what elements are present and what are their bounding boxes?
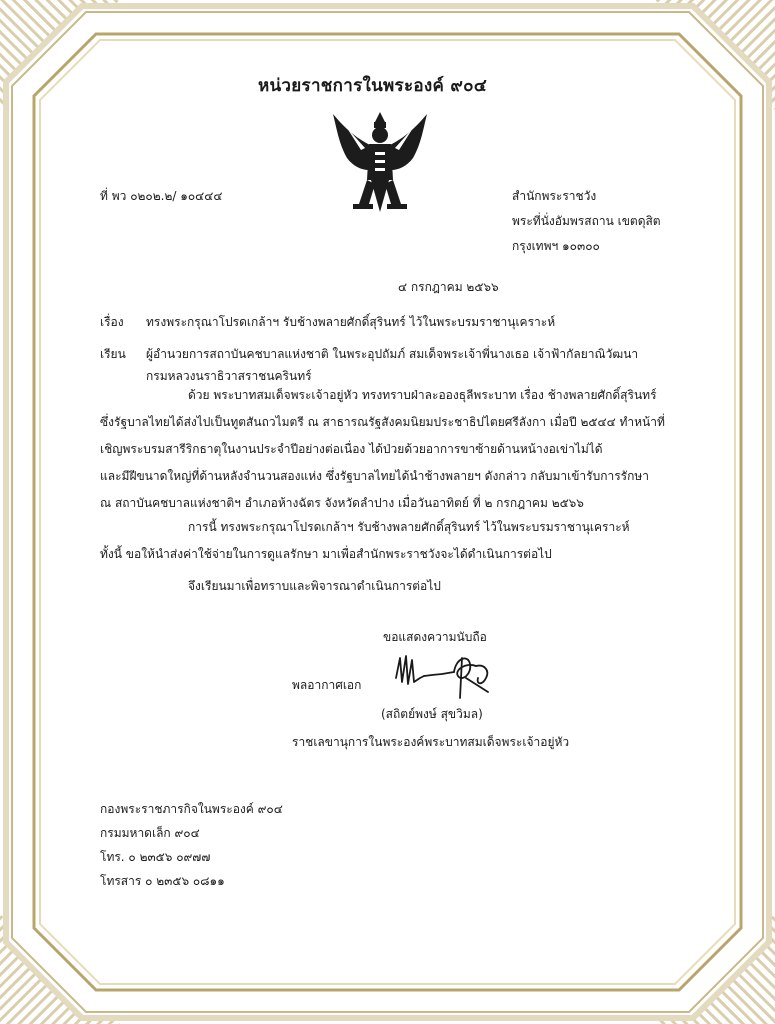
body-line: จึงเรียนมาเพื่อทราบและพิจารณาดำเนินการต่อไป [188,579,441,593]
garuda-emblem-icon [325,108,435,218]
body-line: ด้วย พระบาทสมเด็จพระเจ้าอยู่หัว ทรงทราบฝ่าละอองธุลีพระบาท เรื่อง ช้างพลายศักดิ์สุรินทร์ [188,388,657,402]
sender-address-line-2: พระที่นั่งอัมพรสถาน เขตดุสิต [512,214,661,228]
recipient-line-1: ผู้อำนวยการสถาบันคชบาลแห่งชาติ ในพระอุปถัมภ์ สมเด็จพระเจ้าพี่นางเธอ เจ้าฟ้ากัลยาณิวัฒนา [146,347,639,361]
footer-division: กรมมหาดเล็ก ๙๐๔ [100,826,200,840]
handwritten-signature-icon [392,648,496,700]
body-paragraph-1 [100,382,665,517]
body-line: การนี้ ทรงพระกรุณาโปรดเกล้าฯ รับช้างพลายศักดิ์สุรินทร์ ไว้ในพระบรมราชานุเคราะห์ [188,520,630,534]
letterhead-title: หน่วยราชการในพระองค์ ๙๐๔ [258,76,488,96]
body-line: และมีฝีขนาดใหญ่ที่ด้านหลังจำนวนสองแห่ง ซึ่งรัฐบาลไทยได้นำช้างพลายฯ ดังกล่าว กลับมาเข้ารับการรักษา [100,469,650,483]
recipient-label: เรียน [100,347,126,361]
subject-label: เรื่อง [100,315,124,329]
body-line: เชิญพระบรมสารีริกธาตุในงานประจำปีอย่างต่อเนื่อง ได้ป่วยด้วยอาการขาซ้ายด้านหน้างอเข่าไม่ได้ [100,442,603,456]
reference-number: ที่ พว ๐๒๐๒.๒/ ๑๐๔๔๔ [100,189,223,203]
closing-salutation: ขอแสดงความนับถือ [383,630,487,644]
signatory-position: ราชเลขานุการในพระองค์พระบาทสมเด็จพระเจ้าอยู่หัว [292,735,570,749]
footer-fax: โทรสาร ๐ ๒๓๕๖ ๐๘๑๑ [100,874,225,888]
body-line: ณ สถาบันคชบาลแห่งชาติฯ อำเภอห้างฉัตร จังหวัดลำปาง เมื่อวันอาทิตย์ ที่ ๒ กรกฎาคม ๒๕๖๖ [100,496,584,510]
body-paragraph-2 [100,514,630,568]
footer-phone: โทร. ๐ ๒๓๕๖ ๐๙๗๗ [100,850,211,864]
letter-date: ๔ กรกฎาคม ๒๕๖๖ [398,280,499,294]
body-line: ซึ่งรัฐบาลไทยได้ส่งไปเป็นทูตสันถวไมตรี ณ สาธารณรัฐสังคมนิยมประชาธิปไตยศรีลังกา เมื่อปี ๒๕๔๔ ทำหน้าที่ [100,415,665,429]
body-paragraph-3 [188,573,441,600]
recipient-line-2: กรมหลวงนราธิวาสราชนครินทร์ [146,369,312,383]
signatory-name: (สถิตย์พงษ์ สุขวิมล) [381,707,483,721]
footer-department: กองพระราชภารกิจในพระองค์ ๙๐๔ [100,802,283,816]
signatory-rank: พลอากาศเอก [292,678,362,692]
sender-address-line-3: กรุงเทพฯ ๑๐๓๐๐ [512,239,600,253]
subject-text: ทรงพระกรุณาโปรดเกล้าฯ รับช้างพลายศักดิ์สุรินทร์ ไว้ในพระบรมราชานุเคราะห์ [146,315,556,329]
sender-address-line-1: สำนักพระราชวัง [512,189,597,203]
body-line: ทั้งนี้ ขอให้นำส่งค่าใช้จ่ายในการดูแลรักษา มาเพื่อสำนักพระราชวังจะได้ดำเนินการต่อไป [100,547,552,561]
